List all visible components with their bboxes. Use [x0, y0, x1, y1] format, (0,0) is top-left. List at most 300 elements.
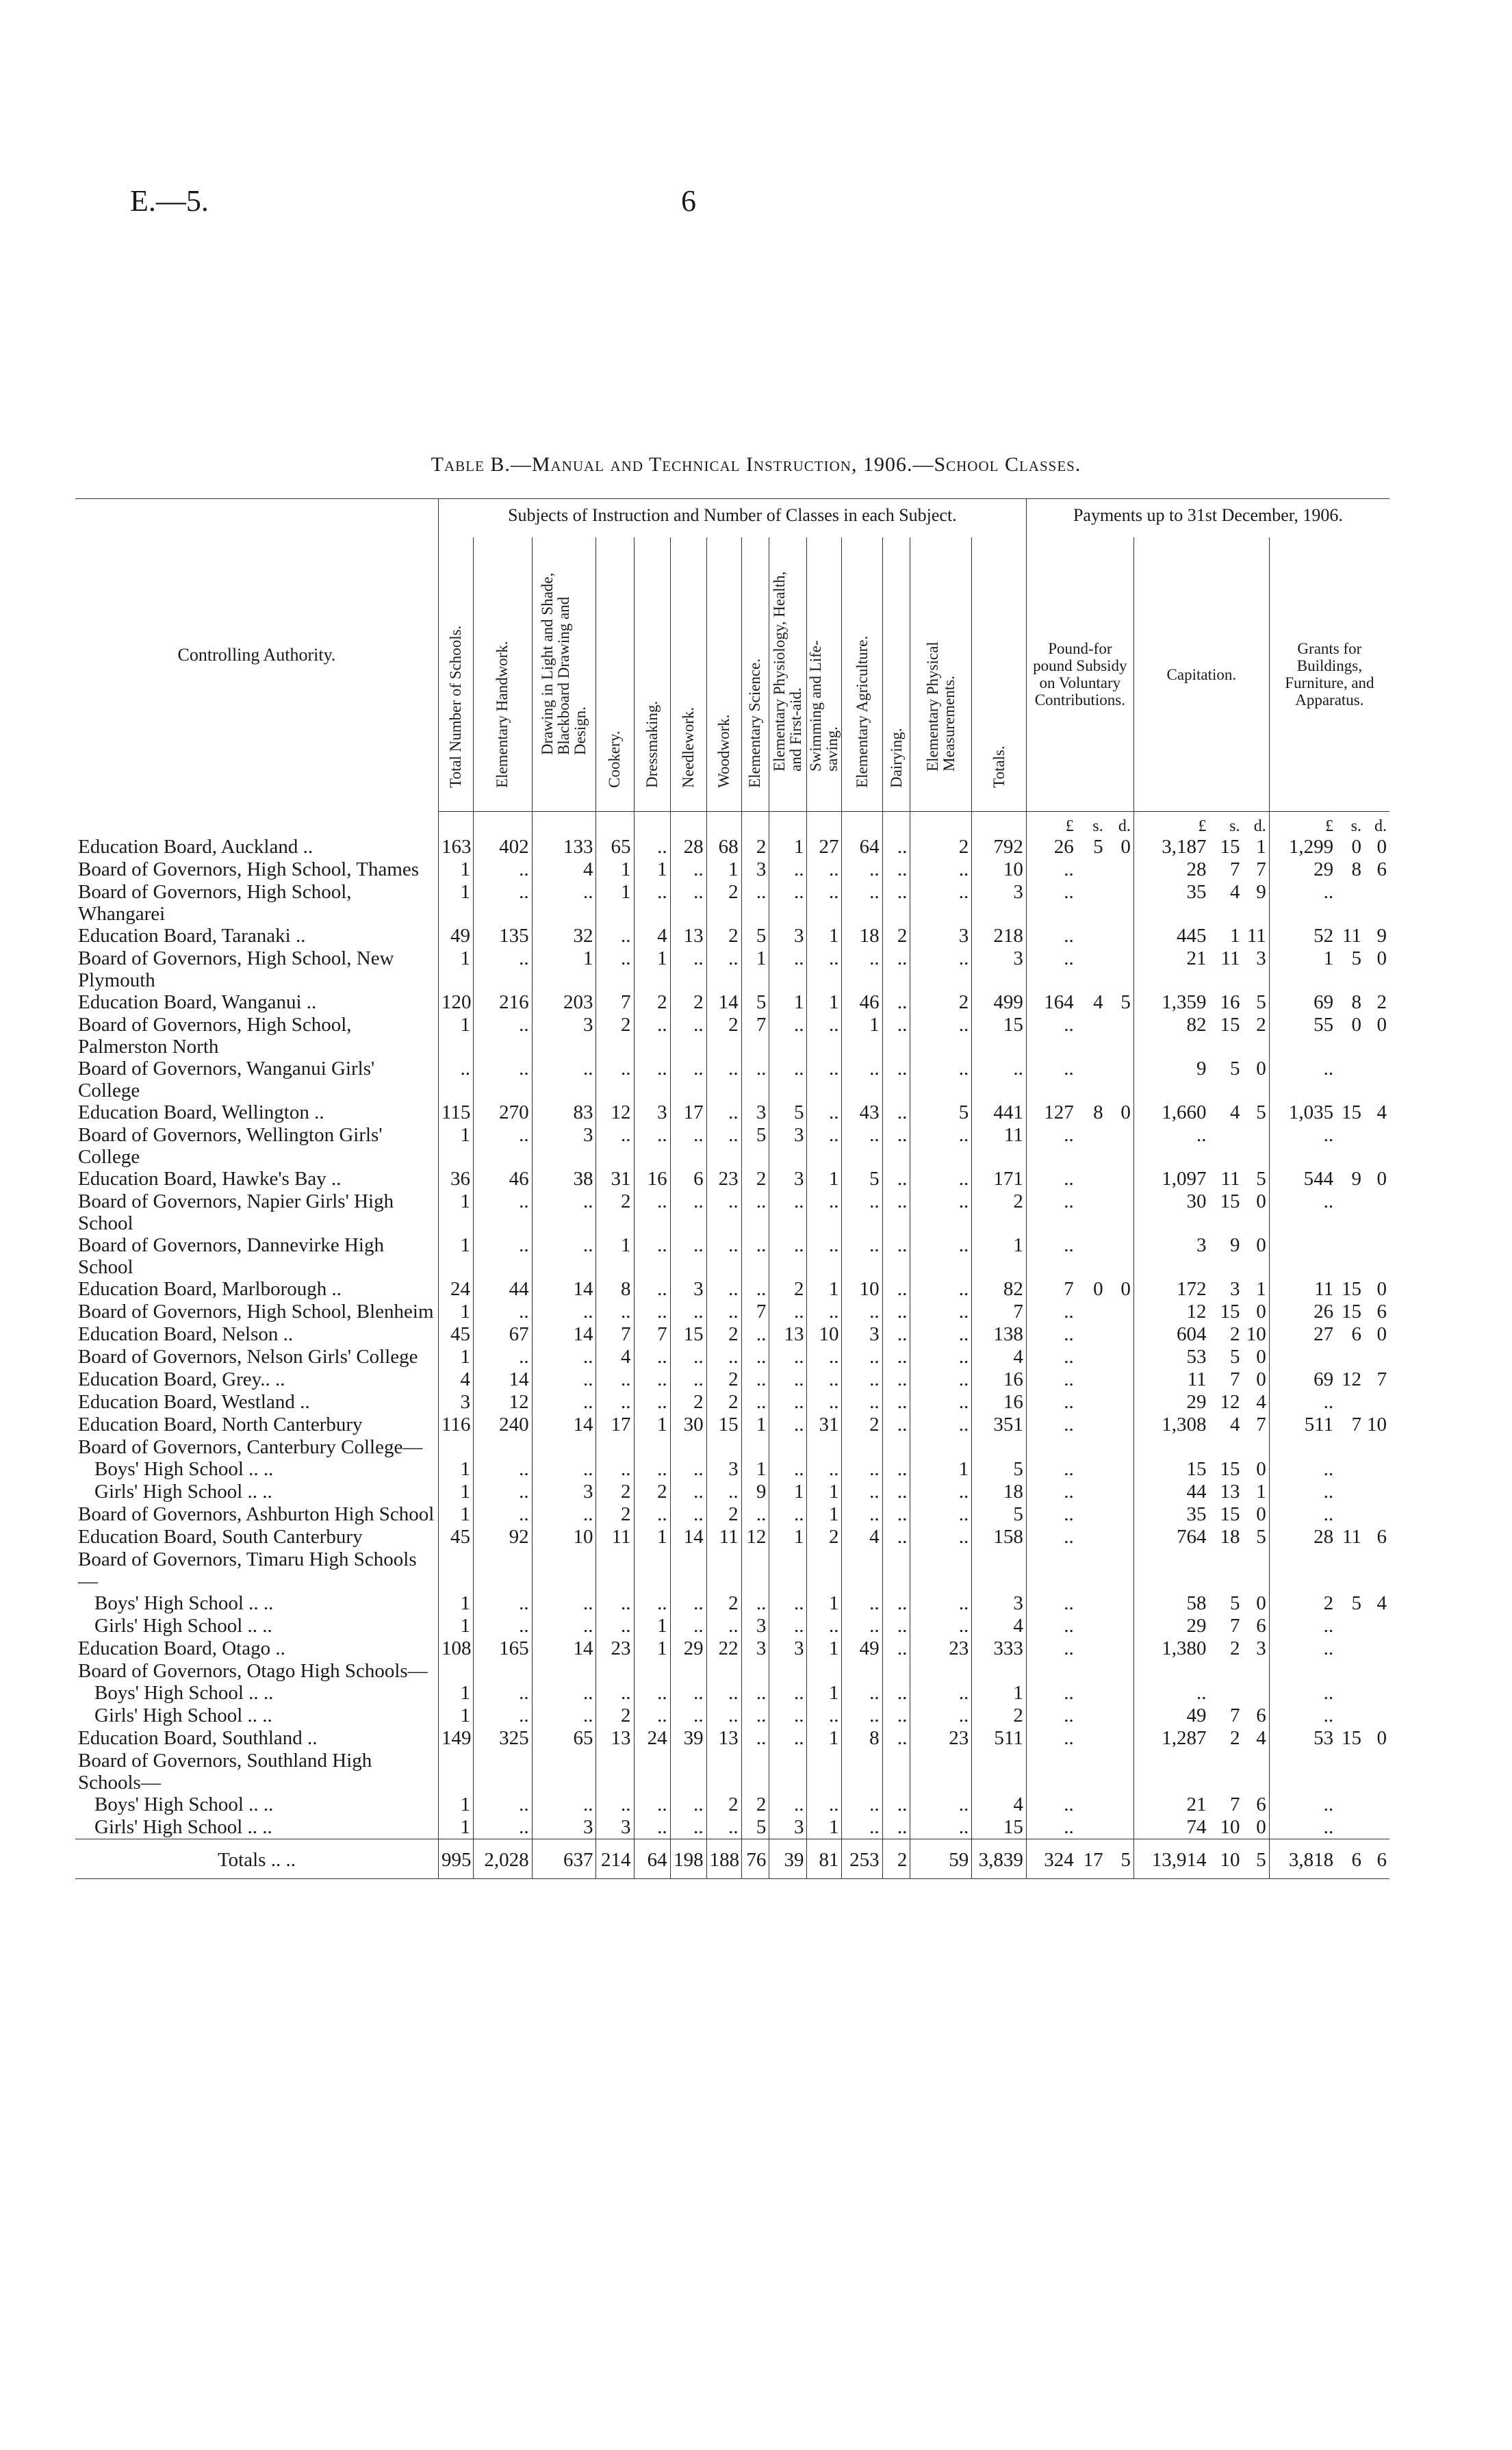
grants-cell: .. — [1323, 1124, 1334, 1146]
class-count-cell: 1 — [438, 1301, 473, 1323]
class-count-cell — [634, 1750, 670, 1794]
total-cell: 198 — [670, 1839, 706, 1879]
class-count-cell: .. — [882, 1391, 910, 1414]
class-count-cell — [438, 1548, 473, 1592]
class-count-cell: 2 — [741, 1794, 769, 1816]
grants-cell — [1336, 1346, 1364, 1368]
grants-cell: .. — [1323, 1682, 1334, 1704]
class-count-cell: .. — [670, 1346, 706, 1368]
cap-cell: 82 — [1186, 1014, 1207, 1036]
grants-cell — [1364, 1190, 1389, 1234]
authority-name: Education Board, Otago .. — [75, 1637, 438, 1660]
pound-cell: 5 — [1106, 991, 1134, 1014]
cap-cell: 58 — [1186, 1592, 1207, 1614]
column-header-label: Cookery. — [606, 730, 624, 788]
table-row — [75, 1323, 1389, 1346]
class-count-cell: .. — [882, 1615, 910, 1637]
pound-cell — [1106, 1794, 1134, 1816]
column-header — [438, 537, 473, 812]
table-row — [75, 947, 1389, 991]
grants-cell — [1336, 881, 1364, 925]
table-row — [75, 1548, 1389, 1592]
pound-cell: .. — [1064, 881, 1074, 903]
grants-cell — [1336, 1816, 1364, 1839]
pound-cell — [1106, 1592, 1134, 1615]
class-count-cell — [842, 1436, 882, 1458]
class-count-cell: 1 — [769, 1481, 807, 1503]
table-row — [75, 1637, 1389, 1660]
grants-cell: 6 — [1351, 1323, 1361, 1345]
class-count-cell: 16 — [972, 1368, 1027, 1391]
class-count-cell: 1 — [438, 1234, 473, 1278]
class-count-cell: .. — [706, 1682, 741, 1705]
pound-cell — [1106, 947, 1134, 991]
cap-cell: 2 — [1230, 1323, 1240, 1345]
class-count-cell: .. — [910, 1278, 972, 1301]
pound-cell: .. — [1064, 1346, 1074, 1368]
grants-cell — [1336, 1794, 1364, 1816]
class-count-cell: 1 — [438, 1458, 473, 1481]
class-count-cell — [972, 1436, 1027, 1458]
cap-cell: 0 — [1243, 1301, 1270, 1323]
pound-cell — [1106, 1660, 1134, 1682]
class-count-cell: .. — [596, 1391, 634, 1414]
grants-cell: .. — [1323, 1503, 1334, 1525]
class-count-cell: 441 — [972, 1101, 1027, 1124]
class-count-cell: 1 — [842, 1014, 882, 1058]
class-count-cell: .. — [634, 1458, 670, 1481]
class-count-cell: .. — [769, 1190, 807, 1234]
class-count-cell: .. — [882, 1637, 910, 1660]
pound-cell — [1077, 1458, 1106, 1481]
cap-cell: 4 — [1243, 1391, 1270, 1414]
class-count-cell: 1 — [741, 1458, 769, 1481]
class-count-cell: .. — [910, 1323, 972, 1346]
grants-cell: 69 — [1314, 1368, 1334, 1390]
grants-cell — [1364, 1750, 1389, 1794]
pound-cell: .. — [1064, 1323, 1074, 1345]
cap-cell: 13,914 — [1133, 1839, 1209, 1879]
grants-cell: 0 — [1376, 1168, 1387, 1190]
class-count-cell: .. — [532, 1346, 596, 1368]
cap-cell: 5 — [1230, 1346, 1240, 1368]
cap-cell: 0 — [1243, 1058, 1270, 1101]
table-row — [75, 1503, 1389, 1526]
grants-cell — [1364, 1548, 1389, 1592]
cap-cell: 1,287 — [1162, 1727, 1207, 1749]
pound-cell — [1106, 1190, 1134, 1234]
cap-cell: .. — [1196, 1124, 1207, 1146]
cap-cell: 6 — [1243, 1794, 1270, 1816]
pound-cell: .. — [1064, 1503, 1074, 1525]
class-count-cell: 1 — [438, 1481, 473, 1503]
authority-name: Board of Governors, High School, Thames — [75, 858, 438, 881]
grants-cell: 26 — [1314, 1301, 1334, 1323]
class-count-cell: 31 — [596, 1168, 634, 1190]
grants-cell: 6 — [1364, 1839, 1389, 1879]
class-count-cell — [769, 1750, 807, 1794]
class-count-cell: .. — [807, 1058, 842, 1101]
column-header-label: Woodwork. — [715, 714, 732, 788]
class-count-cell: .. — [596, 1301, 634, 1323]
table-row — [75, 1301, 1389, 1323]
pound-cell — [1077, 1816, 1106, 1839]
class-count-cell — [769, 1660, 807, 1682]
class-count-cell — [842, 1750, 882, 1794]
class-count-cell: 4 — [972, 1615, 1027, 1637]
class-count-cell: .. — [438, 1058, 473, 1101]
pound-cell — [1077, 1592, 1106, 1615]
pound-cell: 5 — [1093, 836, 1103, 858]
class-count-cell: .. — [910, 1794, 972, 1816]
pound-cell: .. — [1064, 1368, 1074, 1390]
pound-cell — [1106, 1346, 1134, 1368]
class-count-cell: 2 — [706, 1323, 741, 1346]
class-count-cell: .. — [532, 1615, 596, 1637]
class-count-cell: .. — [910, 1234, 972, 1278]
class-count-cell: 3 — [532, 1816, 596, 1839]
controlling-authority-header: Controlling Authority. — [75, 499, 438, 812]
class-count-cell: .. — [882, 1727, 910, 1750]
grants-cell — [1336, 1705, 1364, 1727]
class-count-cell: .. — [706, 1234, 741, 1278]
grants-cell: .. — [1323, 1391, 1334, 1413]
authority-name: Girls' High School .. .. — [75, 1816, 438, 1839]
pound-cell: .. — [1064, 1391, 1074, 1413]
class-count-cell: 13 — [596, 1727, 634, 1750]
class-count-cell: .. — [473, 1058, 532, 1101]
class-count-cell: .. — [842, 1058, 882, 1101]
class-count-cell: .. — [473, 947, 532, 991]
class-count-cell: 2 — [706, 1014, 741, 1058]
class-count-cell: .. — [807, 881, 842, 925]
class-count-cell: .. — [741, 1727, 769, 1750]
class-count-cell: 2 — [670, 1391, 706, 1414]
class-count-cell: 8 — [596, 1278, 634, 1301]
class-count-cell: 1 — [438, 1682, 473, 1705]
pound-cell — [1106, 1124, 1134, 1168]
class-count-cell: .. — [473, 1682, 532, 1705]
pound-cell — [1077, 858, 1106, 881]
class-count-cell: .. — [882, 881, 910, 925]
class-count-cell: .. — [634, 1346, 670, 1368]
class-count-cell: 7 — [596, 991, 634, 1014]
pound-cell: .. — [1064, 1124, 1074, 1146]
cap-cell: 15 — [1220, 1301, 1240, 1323]
class-count-cell — [910, 1660, 972, 1682]
class-count-cell: .. — [882, 858, 910, 881]
class-count-cell — [706, 1436, 741, 1458]
class-count-cell: .. — [910, 1014, 972, 1058]
grants-cell — [1336, 1682, 1364, 1705]
table-row — [75, 1391, 1389, 1414]
class-count-cell: .. — [807, 1190, 842, 1234]
table-row — [75, 881, 1389, 925]
class-count-cell: .. — [807, 1014, 842, 1058]
class-count-cell: 270 — [473, 1101, 532, 1124]
class-count-cell — [741, 1660, 769, 1682]
class-count-cell: 1 — [807, 1481, 842, 1503]
class-count-cell: 3 — [769, 1124, 807, 1168]
authority-name: Education Board, Marlborough .. — [75, 1278, 438, 1301]
grants-cell: 1,035 — [1288, 1101, 1334, 1123]
class-count-cell: .. — [769, 1058, 807, 1101]
class-count-cell — [972, 1660, 1027, 1682]
class-count-cell: 1 — [769, 991, 807, 1014]
grants-cell — [1364, 1794, 1389, 1816]
class-count-cell: .. — [670, 1592, 706, 1615]
class-count-cell: 92 — [473, 1526, 532, 1548]
class-count-cell: 1 — [807, 925, 842, 947]
grants-cell: 544 — [1303, 1168, 1334, 1190]
pound-cell: .. — [1064, 947, 1074, 969]
class-count-cell: 2 — [807, 1526, 842, 1548]
class-count-cell: 14 — [532, 1323, 596, 1346]
cap-cell — [1133, 1436, 1209, 1458]
class-count-cell: 1 — [438, 1705, 473, 1727]
class-count-cell: .. — [882, 1592, 910, 1615]
column-header — [882, 537, 910, 812]
class-count-cell: .. — [596, 1682, 634, 1705]
class-count-cell — [532, 1436, 596, 1458]
grants-cell: .. — [1323, 1816, 1334, 1838]
class-count-cell: 30 — [670, 1414, 706, 1436]
class-count-cell: 14 — [473, 1368, 532, 1391]
class-count-cell — [769, 1548, 807, 1592]
class-count-cell — [741, 1436, 769, 1458]
grants-cell: 0 — [1351, 836, 1361, 858]
cap-cell: 3 — [1230, 1278, 1240, 1300]
pound-cell — [1077, 1727, 1106, 1750]
pound-cell — [1106, 1637, 1134, 1660]
cap-cell: 0 — [1243, 1503, 1270, 1526]
class-count-cell: 36 — [438, 1168, 473, 1190]
grants-cell: 11 — [1342, 1526, 1361, 1548]
cap-cell: 172 — [1177, 1278, 1207, 1300]
authority-name: Board of Governors, Wellington Girls' College — [75, 1124, 438, 1168]
class-count-cell: 65 — [532, 1727, 596, 1750]
class-count-cell: 31 — [807, 1414, 842, 1436]
class-count-cell: 511 — [972, 1727, 1027, 1750]
class-count-cell: .. — [882, 1301, 910, 1323]
authority-name: Education Board, Hawke's Bay .. — [75, 1168, 438, 1190]
class-count-cell: 1 — [438, 1190, 473, 1234]
class-count-cell: 2 — [910, 836, 972, 858]
grants-cell: 7 — [1376, 1368, 1387, 1390]
cap-cell: 0 — [1243, 1346, 1270, 1368]
class-count-cell: .. — [596, 1615, 634, 1637]
pound-cell — [1106, 1414, 1134, 1436]
column-header-label: Swimming and Life-saving. — [807, 640, 841, 771]
class-count-cell: 46 — [473, 1168, 532, 1190]
class-count-cell: .. — [473, 1234, 532, 1278]
grants-cell: .. — [1323, 1458, 1334, 1480]
grants-cell — [1364, 1615, 1389, 1637]
cap-cell — [1209, 1124, 1243, 1168]
money-unit: d. — [1106, 812, 1134, 837]
class-count-cell: .. — [532, 1234, 596, 1278]
totals-label: Totals .. .. — [75, 1839, 438, 1879]
table-row — [75, 1682, 1389, 1705]
grants-cell — [1336, 1548, 1364, 1592]
grants-cell — [1336, 1481, 1364, 1503]
class-count-cell: 2 — [706, 1794, 741, 1816]
column-header-label: Totals. — [990, 745, 1008, 788]
authority-name: Board of Governors, Southland High Schools— — [75, 1750, 438, 1794]
pound-cell — [1077, 1414, 1106, 1436]
class-count-cell: 4 — [532, 858, 596, 881]
table-row — [75, 1234, 1389, 1278]
class-count-cell — [882, 1436, 910, 1458]
class-count-cell: .. — [596, 1794, 634, 1816]
class-count-cell: 10 — [807, 1323, 842, 1346]
cap-cell: 1 — [1243, 836, 1270, 858]
class-count-cell: .. — [910, 1058, 972, 1101]
grants-cell — [1336, 1750, 1364, 1794]
class-count-cell: .. — [532, 881, 596, 925]
class-count-cell: 163 — [438, 836, 473, 858]
class-count-cell: .. — [473, 1816, 532, 1839]
class-count-cell: 2 — [972, 1705, 1027, 1727]
grants-cell — [1364, 1660, 1389, 1682]
class-count-cell: .. — [882, 1481, 910, 1503]
table-row — [75, 1705, 1389, 1727]
grants-cell: .. — [1323, 1615, 1334, 1637]
cap-cell: 5 — [1243, 1526, 1270, 1548]
class-count-cell: .. — [670, 1503, 706, 1526]
pound-cell — [1077, 1190, 1106, 1234]
cap-cell — [1243, 1548, 1270, 1592]
pound-cell: 26 — [1053, 836, 1074, 858]
class-count-cell: 3 — [741, 1615, 769, 1637]
class-count-cell: .. — [473, 1190, 532, 1234]
class-count-cell: 45 — [438, 1526, 473, 1548]
table-row — [75, 1058, 1389, 1101]
class-count-cell: 17 — [596, 1414, 634, 1436]
grants-cell: 0 — [1351, 1014, 1361, 1036]
grants-cell: 511 — [1304, 1414, 1334, 1435]
grants-cell: 53 — [1314, 1727, 1334, 1749]
cap-cell: 10 — [1220, 1816, 1240, 1838]
grants-cell — [1364, 1637, 1389, 1660]
class-count-cell: .. — [882, 1101, 910, 1124]
table-row — [75, 1727, 1389, 1750]
cap-cell: 0 — [1243, 1458, 1270, 1481]
cap-cell: 15 — [1220, 1014, 1240, 1036]
cap-cell: 3 — [1196, 1234, 1207, 1256]
class-count-cell: .. — [634, 1682, 670, 1705]
class-count-cell — [473, 1548, 532, 1592]
grants-cell: 0 — [1376, 1014, 1387, 1036]
class-count-cell: 23 — [596, 1637, 634, 1660]
class-count-cell: .. — [769, 1301, 807, 1323]
grants-cell: 8 — [1351, 858, 1361, 880]
class-count-cell: 1 — [807, 1278, 842, 1301]
cap-cell: 4 — [1230, 1414, 1240, 1435]
class-count-cell — [596, 1750, 634, 1794]
class-count-cell: .. — [882, 1368, 910, 1391]
class-count-cell: .. — [634, 1301, 670, 1323]
pound-cell: .. — [1064, 1705, 1074, 1726]
class-count-cell: .. — [706, 1705, 741, 1727]
class-count-cell: .. — [807, 1794, 842, 1816]
class-count-cell: .. — [769, 1368, 807, 1391]
class-count-cell: .. — [670, 1190, 706, 1234]
pound-cell — [1106, 1058, 1134, 1101]
class-count-cell: .. — [596, 947, 634, 991]
pound-cell — [1077, 1794, 1106, 1816]
class-count-cell — [670, 1548, 706, 1592]
class-count-cell — [670, 1436, 706, 1458]
cap-cell: 15 — [1220, 836, 1240, 858]
cap-cell: 3,187 — [1162, 836, 1207, 858]
pound-cell — [1077, 1481, 1106, 1503]
total-cell: 64 — [634, 1839, 670, 1879]
class-count-cell — [634, 1548, 670, 1592]
pound-cell: 127 — [1044, 1101, 1074, 1123]
class-count-cell: .. — [769, 947, 807, 991]
pound-cell — [1077, 1660, 1106, 1682]
class-count-cell — [670, 1660, 706, 1682]
pound-cell — [1026, 1660, 1076, 1682]
class-count-cell: .. — [473, 1615, 532, 1637]
class-count-cell: .. — [532, 1503, 596, 1526]
class-count-cell: .. — [769, 1592, 807, 1615]
table-row — [75, 1526, 1389, 1548]
class-count-cell: 1 — [807, 1727, 842, 1750]
pound-cell — [1106, 881, 1134, 925]
pound-cell: 8 — [1093, 1101, 1103, 1123]
class-count-cell: .. — [807, 1124, 842, 1168]
cap-cell: 2 — [1230, 1637, 1240, 1659]
pound-cell — [1077, 1548, 1106, 1592]
cap-cell — [1133, 1750, 1209, 1794]
class-count-cell — [807, 1660, 842, 1682]
class-count-cell: 46 — [842, 991, 882, 1014]
pound-cell: .. — [1064, 1414, 1074, 1435]
payment-column-header: Pound-for pound Subsidy on Voluntary Contributions. — [1026, 537, 1133, 812]
class-count-cell: .. — [634, 1278, 670, 1301]
pound-cell — [1077, 1637, 1106, 1660]
total-cell: 995 — [438, 1839, 473, 1879]
grants-cell — [1336, 1190, 1364, 1234]
school-classes-table — [75, 498, 1389, 1882]
column-header — [769, 537, 807, 812]
grants-cell — [1364, 1705, 1389, 1727]
pound-cell — [1077, 1436, 1106, 1458]
cap-cell: 12 — [1220, 1391, 1240, 1413]
class-count-cell: .. — [634, 1190, 670, 1234]
class-count-cell: .. — [910, 1301, 972, 1323]
class-count-cell: 3 — [972, 947, 1027, 991]
cap-cell: 15 — [1220, 1503, 1240, 1525]
class-count-cell: .. — [634, 1234, 670, 1278]
grants-cell: 6 — [1376, 1301, 1387, 1323]
class-count-cell: 14 — [706, 991, 741, 1014]
cap-cell: 15 — [1220, 1190, 1240, 1212]
grants-cell: .. — [1323, 1794, 1334, 1815]
class-count-cell: 1 — [438, 1346, 473, 1368]
pound-cell — [1106, 1503, 1134, 1526]
pound-cell: .. — [1064, 1301, 1074, 1323]
pound-cell — [1077, 925, 1106, 947]
class-count-cell: 16 — [972, 1391, 1027, 1414]
cap-cell: 1,308 — [1162, 1414, 1207, 1435]
grants-cell: 28 — [1314, 1526, 1334, 1548]
grants-cell — [1364, 1503, 1389, 1526]
column-header — [634, 537, 670, 812]
cap-cell: 0 — [1243, 1368, 1270, 1391]
